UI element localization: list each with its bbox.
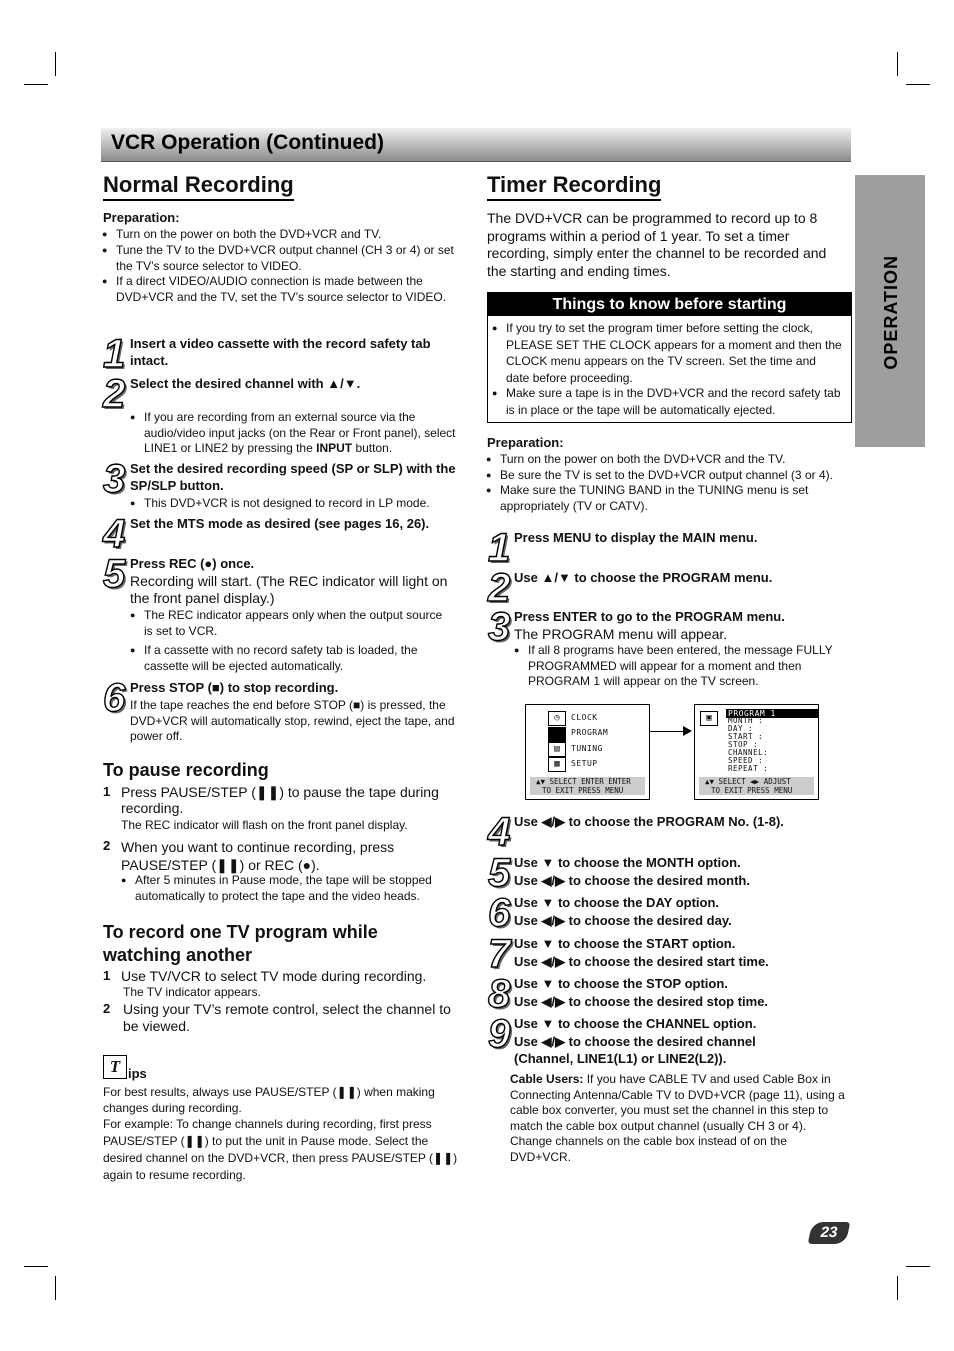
cable-note: Cable Users: If you have CABLE TV and used Cable Box in Connecting Antenna/Cable TV to DVD+VCR (page 11), using a cable box converter, you must set the channel in this step to match the cable box output channel (usually CH 3 or 4). Change channels on the cable box instead of on the DVD+VCR. (510, 1072, 845, 1164)
program-option: START : (728, 732, 764, 741)
timer-intro: The DVD+VCR can be programmed to record up to 8 programs within a period of 1 year. To set a timer recording, simply enter the channel to be recorded and the starting and ending times. (487, 210, 827, 279)
record-one-note: The TV indicator appears. (123, 985, 261, 999)
step-number: 5 (488, 851, 511, 895)
step-text: Press MENU to display the MAIN menu. (514, 530, 758, 545)
list-number: 2 (103, 838, 111, 853)
step-number: 6 (103, 676, 126, 720)
step-number: 2 (103, 372, 126, 416)
side-tab (855, 175, 925, 447)
step-number: 8 (488, 972, 511, 1016)
step-text: Use ▼ to choose the MONTH option. (514, 855, 741, 870)
menu-item: PROGRAM (571, 728, 609, 737)
step-text: Use ◀/▶ to choose the PROGRAM No. (1-8). (514, 814, 784, 829)
step-note: ● This DVD+VCR is not designed to record in LP mode. (144, 496, 462, 512)
step-text: Use ◀/▶ to choose the desired month. (514, 873, 750, 888)
side-tab-label: OPERATION (881, 255, 901, 370)
pause-note: ● After 5 minutes in Pause mode, the tape will be stopped automatically to protect the tape and the video heads. (135, 873, 465, 904)
step-number: 1 (488, 526, 511, 570)
pause-item: Press PAUSE/STEP (❚❚) to pause the tape during recording. (121, 784, 439, 816)
pause-item: When you want to continue recording, press PAUSE/STEP (❚❚) or REC (●). (121, 839, 395, 873)
menu-item: CLOCK (571, 713, 598, 722)
step-note: ● If you are recording from an external source via the audio/video input jacks (on the Rear or Front panel), select LINE1 or LINE2 by pressing the INPUT button. (144, 410, 462, 457)
step-note: ● If a cassette with no record safety tab is loaded, the cassette will be ejected automatically. (144, 643, 456, 674)
info-box-item: ● If you try to set the program timer before setting the clock, PLEASE SET THE CLOCK appears for a moment and then the CLOCK menu appears on the TV screen. Set the time and date before proceeding. (506, 320, 842, 386)
info-box (487, 292, 852, 423)
prep-item: ● Turn on the power on both the DVD+VCR and the TV. (500, 452, 850, 468)
step-text: Use ▼ to choose the STOP option. (514, 976, 728, 991)
step-text: Use ▼ to choose the DAY option. (514, 895, 720, 910)
crop-mark (24, 84, 48, 85)
list-number: 2 (103, 1001, 111, 1016)
program-icon: ▣ (700, 711, 718, 726)
program-option: REPEAT : (728, 764, 769, 773)
crop-mark (906, 1266, 930, 1267)
prep-item: ● Make sure the TUNING BAND in the TUNING menu is set appropriately (TV or CATV). (500, 483, 845, 514)
program-option: MONTH : (728, 716, 764, 725)
step-number: 7 (488, 932, 511, 976)
step-number: 2 (488, 566, 511, 610)
step-text: Use ▼ to choose the CHANNEL option. (514, 1016, 757, 1031)
step-body: Recording will start. (The REC indicator will light on the front panel display.) (130, 573, 448, 606)
tips-text: For best results, always use PAUSE/STEP (❚❚) when making changes during recording. (103, 1085, 435, 1115)
step-number: 9 (488, 1012, 511, 1056)
setup-icon: ▦ (548, 757, 566, 772)
arrow-line (650, 731, 686, 732)
tuning-icon: ▤ (548, 742, 566, 757)
step-text: Use ◀/▶ to choose the desired stop time. (514, 994, 769, 1009)
crop-mark (897, 1276, 898, 1300)
timer-recording-title: Timer Recording (487, 172, 661, 201)
program-header: PROGRAM 1 (726, 709, 818, 718)
pause-title: To pause recording (103, 760, 269, 780)
arrow-right-icon (683, 726, 692, 736)
step-number: 3 (488, 605, 511, 649)
prep-label: Preparation: (487, 435, 564, 450)
step-text: Set the MTS mode as desired (see pages 16, 26). (130, 516, 430, 531)
step-text: Use ◀/▶ to choose the desired channel (Channel, LINE1(L1) or LINE2(L2)). (514, 1034, 756, 1066)
step-text: Press ENTER to go to the PROGRAM menu. (514, 609, 785, 624)
program-option: STOP : (728, 740, 759, 749)
menu-item: SETUP (571, 759, 598, 768)
step-number: 1 (103, 332, 126, 376)
pause-note: The REC indicator will flash on the front panel display. (121, 818, 408, 832)
menu-item: TUNING (571, 744, 603, 753)
crop-mark (55, 1276, 56, 1300)
step-note: ● The REC indicator appears only when the output source is set to VCR. (144, 608, 444, 639)
crop-mark (897, 52, 898, 76)
info-box-item: ● Make sure a tape is in the DVD+VCR and the record safety tab is in place or the tape will be automatically ejected. (506, 385, 842, 418)
crop-mark (24, 1266, 48, 1267)
step-text: Insert a video cassette with the record safety tab intact. (130, 336, 431, 368)
clock-icon: ◷ (548, 711, 566, 726)
step-text: Press REC (●) once. (130, 556, 255, 571)
step-number: 5 (103, 552, 126, 596)
step-text: Select the desired channel with ▲/▼. (130, 376, 361, 391)
program-icon (548, 727, 566, 742)
record-one-item: Using your TV’s remote control, select the channel to be viewed. (123, 1001, 451, 1034)
prep-item: ● Tune the TV to the DVD+VCR output channel (CH 3 or 4) or set the TV’s source selector to VIDEO. (116, 243, 468, 274)
crop-mark (55, 52, 56, 76)
record-one-item: Use TV/VCR to select TV mode during recording. (121, 968, 427, 984)
crop-mark (906, 84, 930, 85)
program-footer: ▲▼ SELECT ◀▶ ADJUST TO EXIT PRESS MENU (699, 777, 814, 795)
program-menu-screen (694, 704, 819, 800)
program-option: DAY : (728, 724, 754, 733)
step-text: Use ◀/▶ to choose the desired start time. (514, 954, 769, 969)
step-text: Set the desired recording speed (SP or SLP) with the SP/SLP button. (130, 461, 456, 493)
program-option: SPEED : (728, 756, 764, 765)
step-text: Use ▼ to choose the START option. (514, 936, 736, 951)
step-body: If the tape reaches the end before STOP (■) is pressed, the DVD+VCR will automatically stop, rewind, eject the tape, and power off. (130, 698, 455, 743)
prep-label: Preparation: (103, 210, 180, 225)
step-number: 6 (488, 891, 511, 935)
prep-item: ● Be sure the TV is set to the DVD+VCR output channel (3 or 4). (500, 468, 850, 484)
step-number: 4 (488, 810, 511, 854)
normal-recording-title: Normal Recording (103, 172, 294, 201)
menu-footer: ▲▼ SELECT ENTER ENTER TO EXIT PRESS MENU (530, 777, 645, 795)
tips-label: ips (128, 1066, 147, 1081)
section-header (101, 128, 851, 162)
main-menu-screen (525, 704, 650, 800)
list-number: 1 (103, 784, 111, 799)
step-text: Use ◀/▶ to choose the desired day. (514, 913, 732, 928)
step-note: ● If all 8 programs have been entered, the message FULLY PROGRAMMED will appear for a moment and then PROGRAM 1 will appear on the TV screen. (528, 643, 846, 690)
step-body: The PROGRAM menu will appear. (514, 626, 728, 642)
step-number: 4 (103, 512, 126, 556)
tips-text: For example: To change channels during recording, first press PAUSE/STEP (❚❚) to put the unit in Pause mode. Select the desired channel on the DVD+VCR, then press PAUSE/STEP (❚❚) again to resume recording. (103, 1117, 458, 1182)
record-one-title: To record one TV program while watching another (103, 922, 378, 965)
program-option: CHANNEL: (728, 748, 769, 757)
step-text: Use ▲/▼ to choose the PROGRAM menu. (514, 570, 773, 585)
tips-icon: T (103, 1055, 127, 1079)
section-title: VCR Operation (Continued) (111, 131, 384, 154)
step-number: 3 (103, 457, 126, 501)
info-box-title: Things to know before starting (488, 293, 851, 316)
step-text: Press STOP (■) to stop recording. (130, 680, 339, 695)
list-number: 1 (103, 968, 111, 983)
page-number: 23 (808, 1222, 851, 1244)
prep-item: ● Turn on the power on both the DVD+VCR and TV. (116, 227, 466, 243)
prep-item: ● If a direct VIDEO/AUDIO connection is made between the DVD+VCR and the TV, set the TV’s source selector to VIDEO. (116, 274, 456, 305)
